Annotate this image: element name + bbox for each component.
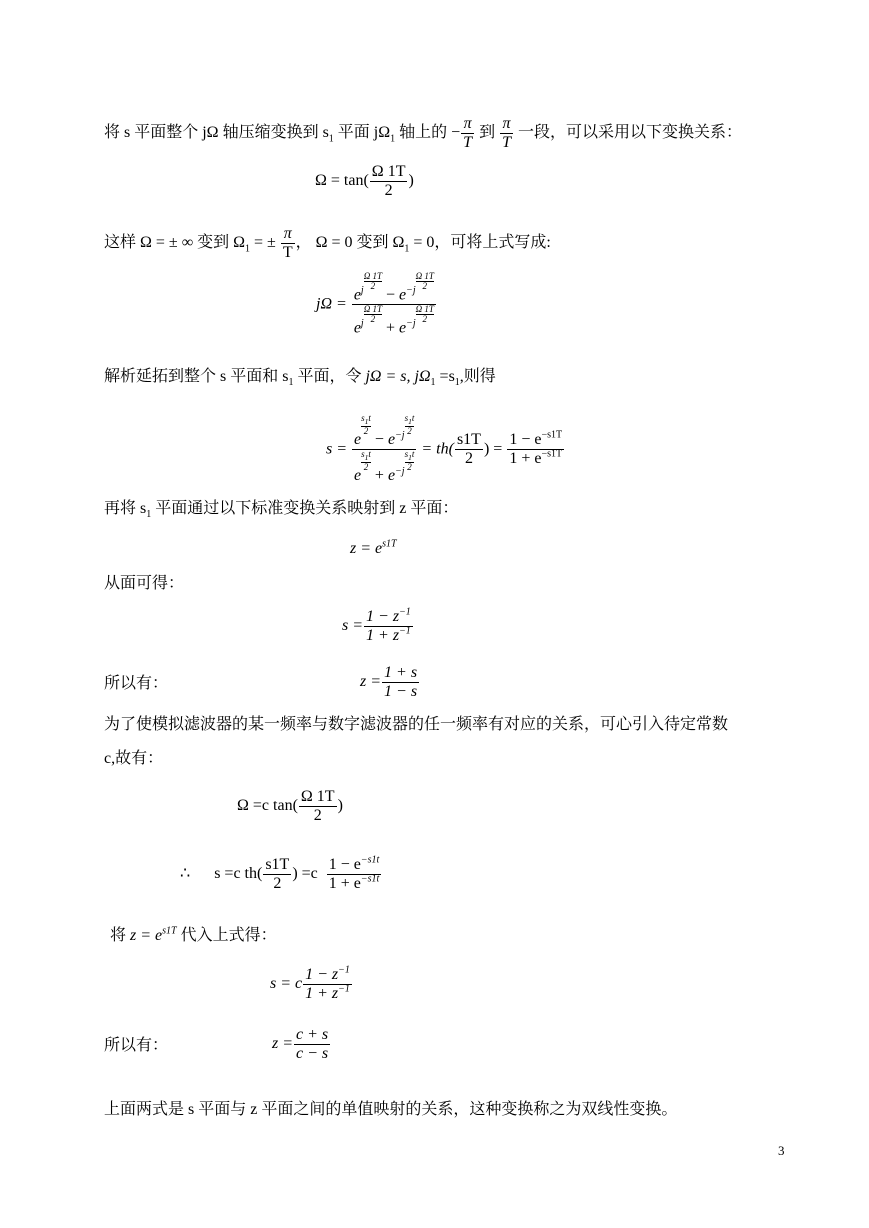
paragraph-2: 这样 Ω = ± ∞ 变到 $\Omega_1$ = ± $\frac{\pi}{T}$ ， Ω = 0 变到 $\Omega_1 = 0$，可将上式写成: xyxy=(104,225,551,261)
paragraph-7-line-2: c,故有： xyxy=(104,750,164,767)
equation-3: s = e $^{\frac{s_1t}{2}}$ − $e^{-j \frac{s_1t}{2}}$ e $^{\frac{s_1t}{2}}$ + $e^{-j \frac{s_1t}{2}}$ = th( $\frac{s1T}{2}$ ) = $\frac{1 - e^{-s1T}}{1 + e^{-s1T}}$ xyxy=(326,413,563,485)
paragraph-8: 将 $z = e^{s1T}$ 代入上式得： xyxy=(110,925,277,944)
page-number: 3 xyxy=(778,1143,785,1158)
equation-4: $z = e^{s1T}$ xyxy=(350,538,397,557)
p1-text-d: 到 xyxy=(475,124,500,142)
paragraph-3: 解析延拓到整个 s 平面和 $s_1$ 平面，令 jΩ = s, $j\Omega_1 =s_1$,则得 xyxy=(104,368,496,389)
p1-text-a: 将 s 平面整个 jΩ 轴压缩变换到 s xyxy=(104,124,329,142)
paragraph-4: 再将 $s_1$ 平面通过以下标准变换关系映射到 z 平面： xyxy=(104,500,459,521)
paragraph-10: 上面两式是 s 平面与 z 平面之间的单值映射的关系，这种变换称之为双线性变换。 xyxy=(104,1101,678,1118)
equation-1: Ω = tan( $\frac{\Omega 1T}{2}$ ) xyxy=(315,163,414,199)
p1-text-e: 一段，可以采用以下变换关系： xyxy=(514,124,743,142)
equation-5: s = $\frac{1 - z^{-1}}{1 + z^{-1}}$ xyxy=(342,606,411,644)
pi-over-T-fraction-1: $\frac{\pi}{T}$ xyxy=(463,115,473,151)
p1-text-b: 平面 jΩ xyxy=(333,124,391,142)
paragraph-9: 所以有： xyxy=(104,1037,169,1054)
p1-text-c: 轴上的 − xyxy=(395,124,461,142)
paragraph-1 xyxy=(104,115,742,152)
paragraph-5: 从面可得： xyxy=(104,575,185,592)
paragraph-7-line-1: 为了使模拟滤波器的某一频率与数字滤波器的任一频率有对应的关系，可心引入待定常数 xyxy=(104,716,729,733)
p1-sub-b: 1 xyxy=(390,133,396,145)
pi-over-T-fraction-2: $\frac{\pi}{T}$ xyxy=(502,115,511,151)
equation-9: s = c $\frac{1 - z^{-1}}{1 + z^{-1}}$ xyxy=(270,964,350,1002)
equation-2: jΩ = $e^{j \frac{\Omega 1T}{2}}$ − $e^{-j \frac{\Omega 1T}{2}}$ $e^{j \frac{\Omega 1T}{2}}$ + $e^{-j \frac{\Omega 1T}{2}}$ xyxy=(316,271,434,337)
equation-7: Ω =c tan( $\frac{\Omega 1T}{2}$ ) xyxy=(237,788,343,824)
p1-sub-a: 1 xyxy=(328,133,334,145)
equation-6: z = $\frac{1 + s}{1 - s}$ xyxy=(360,664,418,700)
paragraph-6: 所以有： xyxy=(104,675,169,692)
equation-10: z = $\frac{c + s}{c - s}$ xyxy=(272,1026,329,1062)
equation-8: ∴ s =c th( $\frac{s1T}{2}$ ) =c $\frac{1 - e^{-s1t}}{1 + e^{-s1t}}$ xyxy=(180,854,380,892)
